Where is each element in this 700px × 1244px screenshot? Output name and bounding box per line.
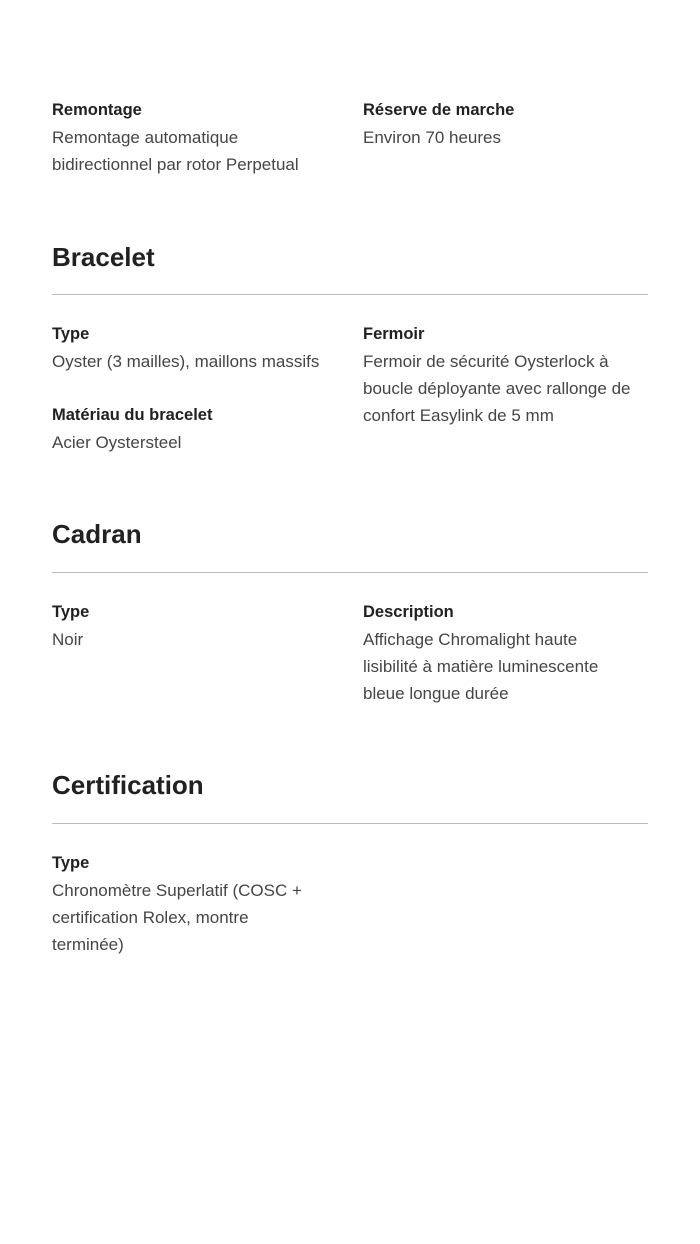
dial-description-value: Affichage Chromalight haute lisibilité à matière luminescente bleue longue durée — [363, 630, 599, 703]
bracelet-type-value: Oyster (3 mailles), maillons massifs — [52, 352, 320, 371]
section-divider — [52, 572, 648, 573]
section-divider — [52, 823, 648, 824]
winding-label: Remontage — [52, 101, 142, 119]
dial-type-value: Noir — [52, 630, 84, 649]
section-divider — [52, 294, 648, 295]
power-reserve-spec — [363, 97, 648, 151]
clasp-spec — [363, 321, 648, 429]
bracelet-type-label: Type — [52, 325, 90, 343]
dial-type-spec — [52, 599, 342, 653]
certification-type-spec — [52, 850, 342, 958]
clasp-value: Fermoir de sécurité Oysterlock à boucle déployante avec rallonge de confort Easylink de 5 mm — [363, 352, 631, 425]
power-reserve-label: Réserve de marche — [363, 101, 515, 119]
dial-description-spec — [363, 599, 648, 707]
winding-spec — [52, 97, 342, 178]
clasp-label: Fermoir — [363, 325, 425, 343]
bracelet-material-label: Matériau du bracelet — [52, 406, 213, 424]
section-title-certification: Certification — [52, 770, 204, 800]
certification-type-value: Chronomètre Superlatif (COSC + certification Rolex, montre terminée) — [52, 881, 302, 954]
dial-description-label: Description — [363, 603, 454, 621]
power-reserve-value: Environ 70 heures — [363, 128, 501, 147]
winding-value: Remontage automatique bidirectionnel par rotor Perpetual — [52, 128, 299, 174]
bracelet-type-spec — [52, 321, 342, 375]
section-title-dial: Cadran — [52, 519, 142, 549]
bracelet-material-value: Acier Oystersteel — [52, 433, 182, 452]
dial-type-label: Type — [52, 603, 90, 621]
bracelet-material-spec — [52, 402, 342, 456]
section-title-bracelet: Bracelet — [52, 242, 155, 272]
certification-type-label: Type — [52, 854, 90, 872]
specs-page — [52, 0, 648, 1244]
